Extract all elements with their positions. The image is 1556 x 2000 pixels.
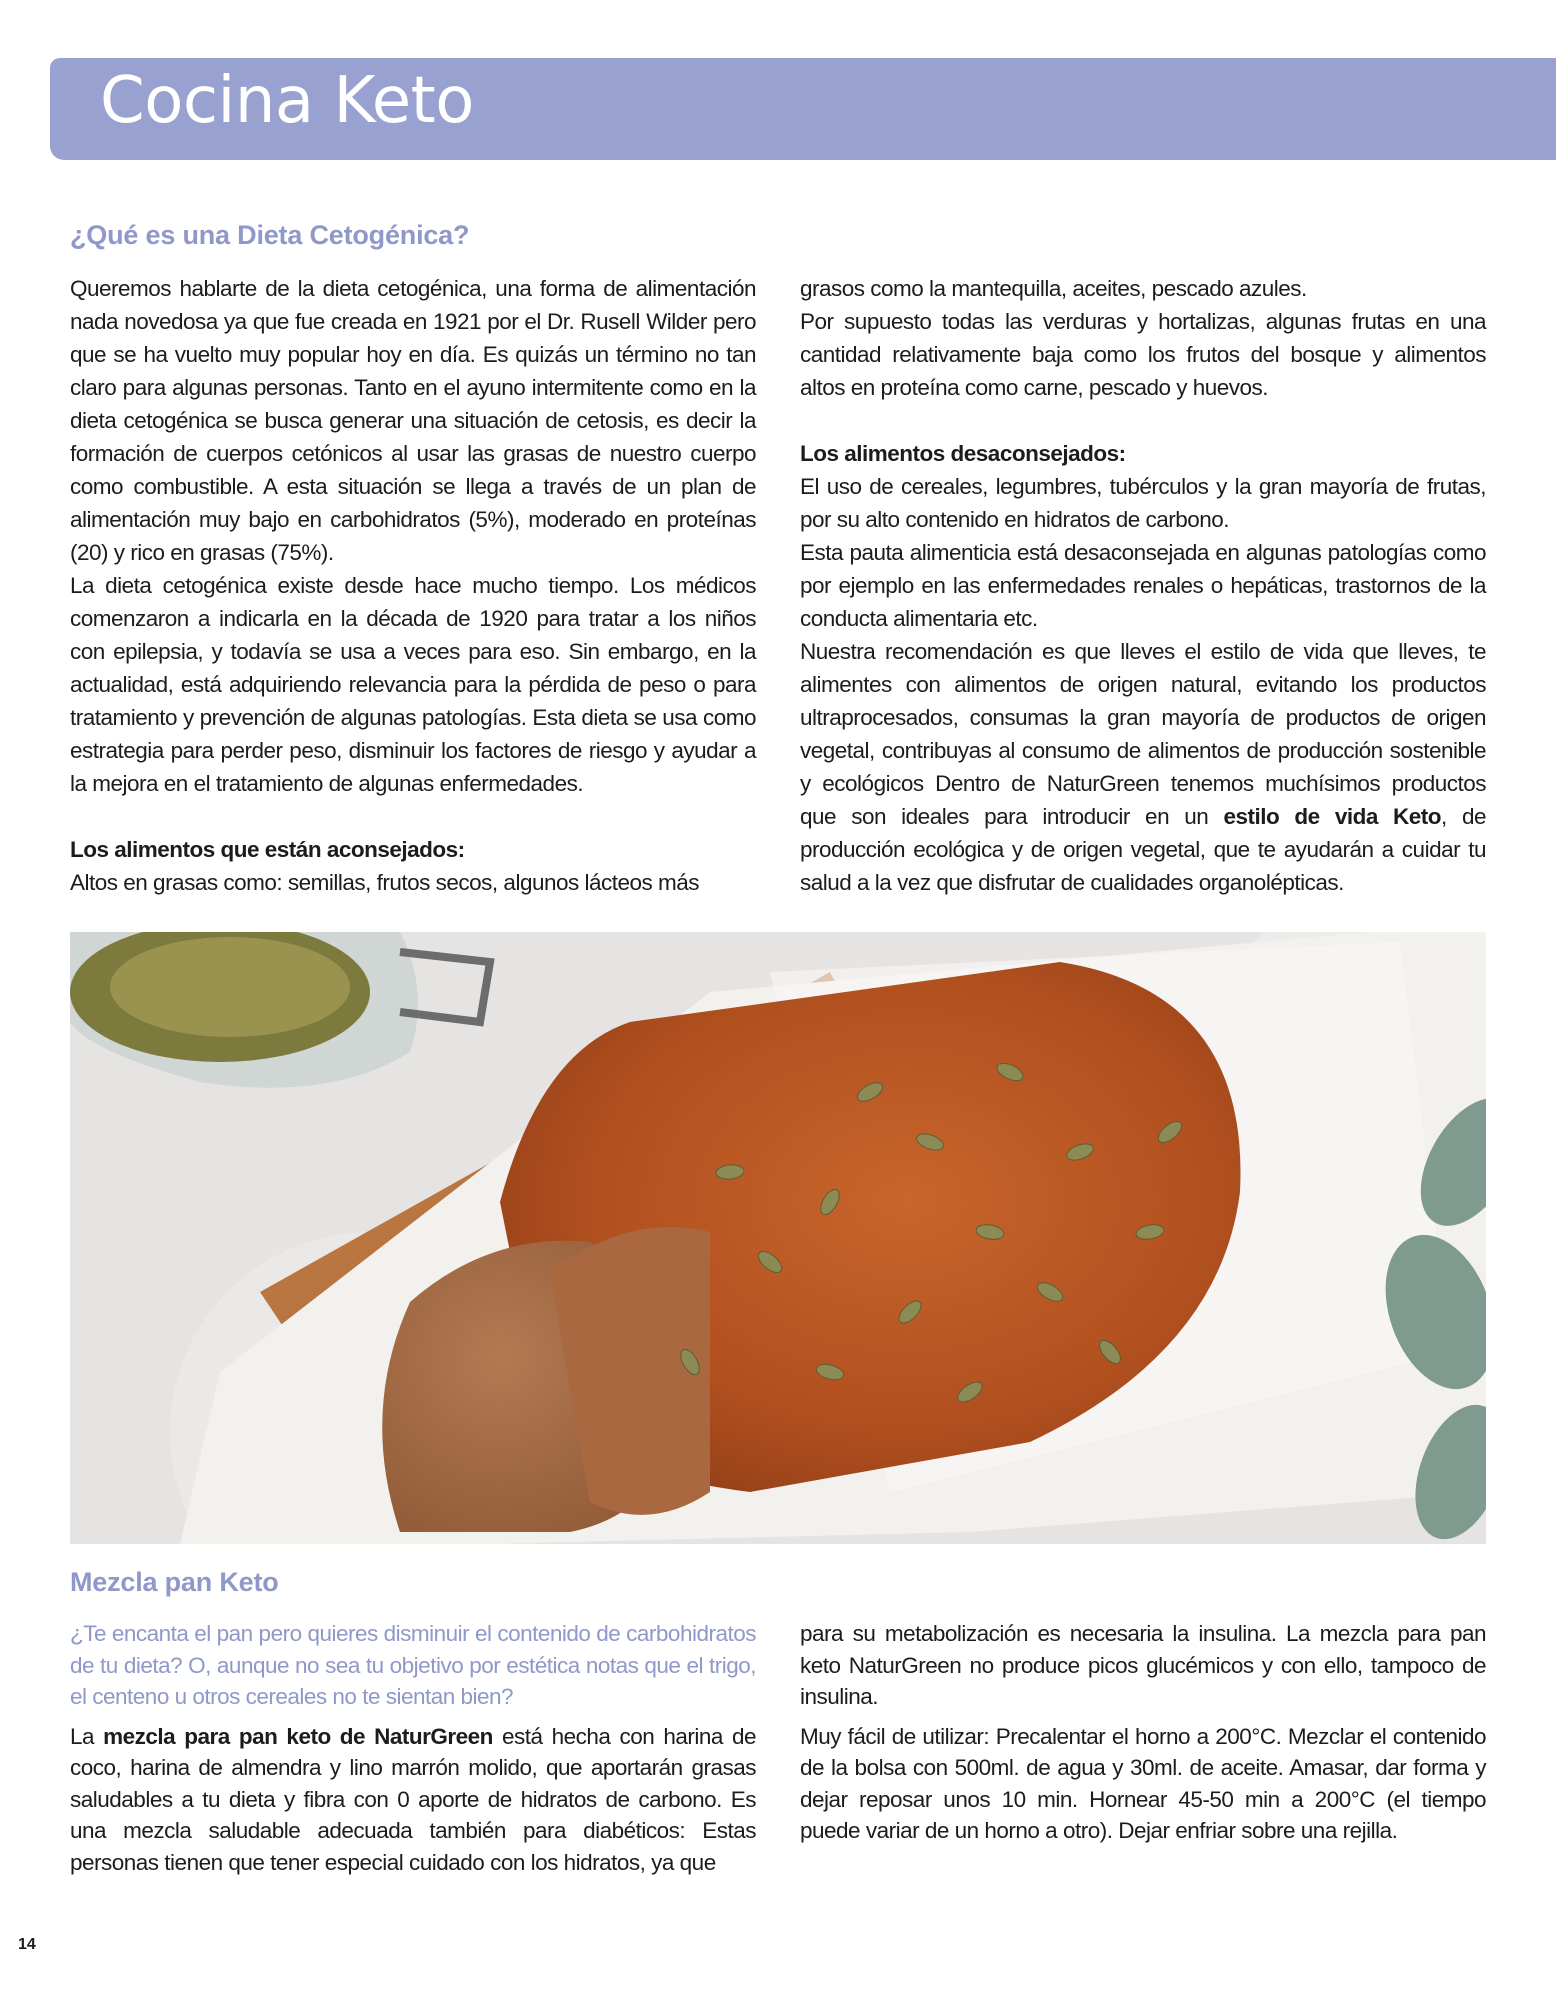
keto-lifestyle-emphasis: estilo de vida Keto <box>1223 804 1442 829</box>
article-column-left <box>70 272 756 899</box>
intro-paragraph: ¿Te encanta el pan pero quieres disminuir el contenido de carbohidratos de tu dieta? O, aunque no sea tu objetivo por estética notas que el trigo, el centeno u otros cereales no te sientan bien? <box>70 1621 756 1709</box>
keto-bread-photo <box>70 932 1486 1544</box>
section-heading-keto-diet: ¿Qué es una Dieta Cetogénica? <box>70 220 470 250</box>
paragraph: Esta pauta alimenticia está desaconsejada en algunas patologías como por ejemplo en las enfermedades renales o hepáticas, trastornos de la conducta alimentaria etc. <box>800 540 1486 631</box>
paragraph: Muy fácil de utilizar: Precalentar el horno a 200°C. Mezclar el contenido de la bolsa con 500ml. de agua y 30ml. de aceite. Amasar, dar forma y dejar reposar unos 10 min. Hornear 45-50 min a 200°C (el tiempo puede variar de un horno a otro). Dejar enfriar sobre una rejilla. <box>800 1723 1486 1843</box>
paragraph: grasos como la mantequilla, aceites, pescado azules. <box>800 276 1307 301</box>
paragraph: La mezcla para pan keto de NaturGreen está hecha con harina de coco, harina de almendra y lino marrón molido, que aportarán grasas saludables a tu dieta y fibra con 0 aporte de hidratos de carbono. Es una mezcla saludable adecuada también para diabéticos: Estas personas tienen que tener especial cuidado con los hidratos, ya que <box>70 1723 756 1875</box>
paragraph: La dieta cetogénica existe desde hace mucho tiempo. Los médicos comenzaron a indicarla en la década de 1920 para tratar a los niños con epilepsia, y todavía se usa a veces para eso. Sin embargo, en la actualidad, está adquiriendo relevancia para la pérdida de peso o para tratamiento y prevención de algunas patologías. Esta dieta se usa como estrategia para perder peso, disminuir los factores de riesgo y ayudar a la mejora en el tratamiento de algunas enfermedades. <box>70 573 756 796</box>
paragraph: Altos en grasas como: semillas, frutos secos, algunos lácteos más <box>70 870 700 895</box>
paragraph: Queremos hablarte de la dieta cetogénica, una forma de alimentación nada novedosa ya que fue creada en 1921 por el Dr. Rusell Wilder pero que se ha vuelto muy popular hoy en día. Es quizás un término no tan claro para algunas personas. Tanto en el ayuno intermitente como en la dieta cetogénica se busca generar una situación de cetosis, es decir la formación de cuerpos cetónicos al usar las grasas de nuestro cuerpo como combustible. A esta situación se llega a través de un plan de alimentación muy bajo en carbohidratos (5%), moderado en proteínas (20) y rico en grasas (75%). <box>70 276 756 565</box>
product-name-emphasis: mezcla para pan keto de NaturGreen <box>103 1723 493 1749</box>
paragraph: Por supuesto todas las verduras y hortalizas, algunas frutas en una cantidad relativamente baja como los frutos del bosque y alimentos altos en proteína como carne, pescado y huevos. <box>800 309 1486 400</box>
page-number: 14 <box>18 1936 36 1953</box>
section-heading-keto-bread: Mezcla pan Keto <box>70 1567 279 1597</box>
page-title: Cocina Keto <box>100 64 474 138</box>
subheading-advised-foods: Los alimentos que están aconsejados: <box>70 837 465 862</box>
product-column-left <box>70 1618 756 1878</box>
paragraph: para su metabolización es necesaria la insulina. La mezcla para pan keto NaturGreen no produce picos glucémicos y con ello, tampoco de insulina. <box>800 1621 1486 1709</box>
paragraph: El uso de cereales, legumbres, tubérculos y la gran mayoría de frutas, por su alto contenido en hidratos de carbono. <box>800 474 1486 532</box>
subheading-discouraged-foods: Los alimentos desaconsejados: <box>800 441 1126 466</box>
paragraph: Nuestra recomendación es que lleves el estilo de vida que lleves, te alimentes con alimentos de origen natural, evitando los productos ultraprocesados, consumas la gran mayoría de productos de origen vegetal, contribuyas al consumo de alimentos de producción sostenible y ecológicos Dentro de NaturGreen tenemos muchísimos productos que son ideales para introducir en un estilo de vida Keto, de producción ecológica y de origen vegetal, que te ayudarán a cuidar tu salud a la vez que disfrutar de cualidades organolépticas. <box>800 639 1486 895</box>
article-column-right <box>800 272 1486 899</box>
product-column-right <box>800 1618 1486 1847</box>
